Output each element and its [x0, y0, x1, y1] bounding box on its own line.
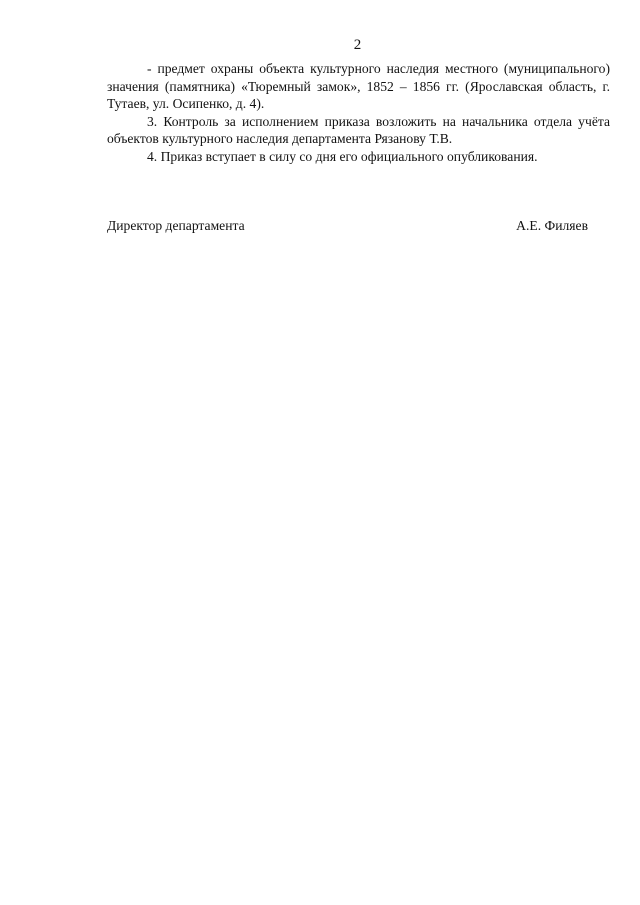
paragraph-protection-subject: - предмет охраны объекта культурного наследия местного (муниципального) значения (памятника) «Тюремный замок», 1852 – 1856 гг. (Ярославская область, г. Тутаев, ул. Осипенко, д. 4). — [107, 61, 610, 111]
document-body — [107, 60, 610, 165]
paragraph-control: 3. Контроль за исполнением приказа возложить на начальника отдела учёта объектов культурного наследия департамента Рязанову Т.В. — [107, 113, 610, 146]
page-number: 2 — [353, 37, 362, 53]
signatory-position: Директор департамента — [107, 218, 245, 233]
signatory-name: А.Е. Филяев — [516, 218, 588, 233]
paragraph-effective-date: 4. Приказ вступает в силу со дня его официального опубликования. — [147, 148, 538, 164]
signature-block — [107, 217, 588, 234]
